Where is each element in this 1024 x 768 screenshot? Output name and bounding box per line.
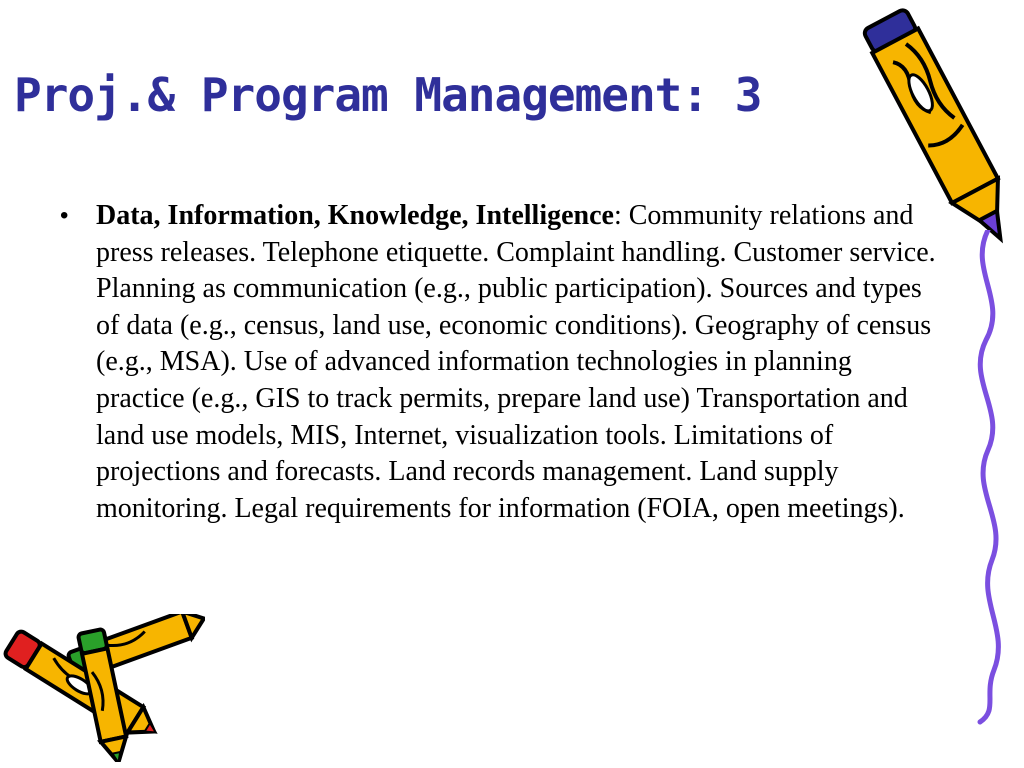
bullet-item — [60, 198, 940, 527]
bullet-separator: : — [613, 200, 622, 231]
bullet-term: Data, Information, Knowledge, Intelligence — [96, 200, 614, 231]
squiggle-line — [958, 230, 1018, 725]
bullet-text: Community relations and press releases. Telephone etiquette. Complaint handling. Customer service. Planning as communication (e.g., public participation). Sources and types of data (e.g., census, land use, economic conditions). Geography of census (e.g., MSA). Use of advanced information technologies in planning practice (e.g., GIS to track permits, prepare land use) Transportation and land use models, MIS, Internet, visualization tools. Limitations of projections and forecasts. Land records management. Land supply monitoring. Legal requirements for information (FOIA, open meetings). — [96, 200, 936, 524]
crossed-pencils-icon — [0, 614, 205, 762]
squiggle-line-graphic — [958, 230, 1018, 725]
bullet-marker: • — [60, 202, 69, 229]
slide-title: Proj.& Program Management: 3 — [14, 68, 762, 122]
crossed-pencils-graphic — [0, 614, 205, 762]
bullet-list — [60, 198, 940, 527]
pencil-body — [872, 28, 998, 203]
pencil-icon — [860, 0, 1010, 245]
pencil-icon-graphic — [860, 0, 1010, 245]
